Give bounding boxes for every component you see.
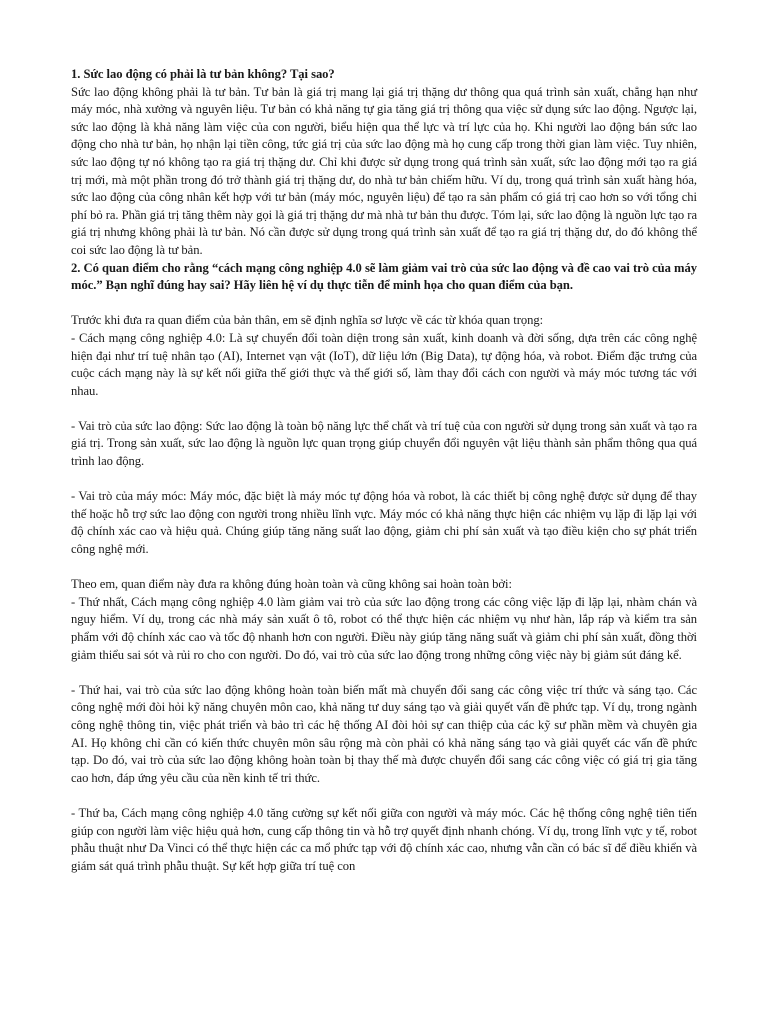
question-2-intro: Trước khi đưa ra quan điểm của bản thân, em sẽ định nghĩa sơ lược về các từ khóa quan trọng: <box>71 313 544 328</box>
argument-point-2: - Thứ hai, vai trò của sức lao động không hoàn toàn biến mất mà chuyển đổi sang các công việc trí thức và sáng tạo. Các công nghệ mới đòi hỏi kỹ năng chuyên môn cao, khả năng tư duy sáng tạo và giải quyết vấn đề phức tạp. Ví dụ, trong ngành công nghệ thông tin, việc phát triển và bảo trì các hệ thống AI đòi hỏi sự can thiệp của các kỹ sư phần mềm và chuyên gia AI. Họ không chỉ cần có kiến thức chuyên môn sâu rộng mà còn phải có khả năng sáng tạo và giải quyết các vấn đề phức tạp. Do đó, vai trò của sức lao động không hoàn toàn bị thay thế mà được chuyển đổi sang các công việc có giá trị gia tăng cao hơn, đáp ứng yêu cầu của nền kinh tế tri thức. <box>71 682 697 785</box>
question-2-heading: 2. Có quan điểm cho rằng “cách mạng công nghiệp 4.0 sẽ làm giảm vai trò của sức lao động và đề cao vai trò của máy móc.” Bạn nghĩ đúng hay sai? Hãy liên hệ ví dụ thực tiễn để minh họa cho quan điểm của bạn. <box>71 260 697 293</box>
opinion-intro: Theo em, quan điểm này đưa ra không đúng hoàn toàn và cũng không sai hoàn toàn bởi: <box>71 577 512 592</box>
definition-labor-role: - Vai trò của sức lao động: Sức lao động là toàn bộ năng lực thể chất và trí tuệ của con người sử dụng trong sản xuất và tạo ra giá trị. Trong sản xuất, sức lao động là nguồn lực quan trọng giúp chuyển đổi nguyên vật liệu thành sản phẩm thông qua quá trình lao động. <box>71 418 697 469</box>
question-1-answer: Sức lao động không phải là tư bản. Tư bản là giá trị mang lại giá trị thặng dư thông qua quá trình sản xuất, chẳng hạn như máy móc, nhà xưởng và nguyên liệu. Tư bản có khả năng tự gia tăng giá trị thông qua việc sử dụng sức lao động. Ngược lại, sức lao động là khả năng làm việc của con người, biểu hiện qua thể lực và trí lực của họ. Khi người lao động bán sức lao động cho nhà tư bản, họ nhận lại tiền công, tức giá trị của sức lao động mà họ cung cấp trong thời gian làm việc. Tuy nhiên, sức lao động tự nó không tạo ra giá trị thặng dư. Chỉ khi được sử dụng trong quá trình sản xuất, sức lao động mới tạo ra giá trị mới, mà một phần trong đó trở thành giá trị thặng dư, do nhà tư bản chiếm hữu. Ví dụ, trong quá trình sản xuất hàng hóa, sức lao động của công nhân kết hợp với tư bản (máy móc, nguyên liệu) để tạo ra sản phẩm có giá trị cao hơn so với tổng chi phí bỏ ra. Phần giá trị tăng thêm này gọi là giá trị thặng dư mà nhà tư bản thu được. Tóm lại, sức lao động là nguồn lực tạo ra giá trị nhưng không phải là tư bản. Nó cần được sử dụng trong quá trình sản xuất để tạo ra giá trị thặng dư, do đó không thể coi sức lao động là tư bản. <box>71 84 697 257</box>
argument-point-1: - Thứ nhất, Cách mạng công nghiệp 4.0 làm giảm vai trò của sức lao động trong các công việc lặp đi lặp lại, nhàm chán và nguy hiểm. Ví dụ, trong các nhà máy sản xuất ô tô, robot có thể thực hiện các nhiệm vụ như hàn, lắp ráp và kiểm tra sản phẩm với độ chính xác cao và tốc độ nhanh hơn con người. Điều này giúp tăng năng suất và giảm chi phí sản xuất, đồng thời giảm thiểu sai sót và rủi ro cho con người. Do đó, vai trò của sức lao động trong những công việc này bị giảm sút đáng kể. <box>71 594 697 662</box>
argument-point-3: - Thứ ba, Cách mạng công nghiệp 4.0 tăng cường sự kết nối giữa con người và máy móc. Các hệ thống công nghệ tiên tiến giúp con người làm việc hiệu quả hơn, cung cấp thông tin và hỗ trợ quyết định nhanh chóng. Ví dụ, trong lĩnh vực y tế, robot phẫu thuật như Da Vinci có thể thực hiện các ca mổ phức tạp với độ chính xác cao, nhưng vẫn cần có bác sĩ để điều khiển và giám sát quá trình phẫu thuật. Sự kết hợp giữa trí tuệ con <box>71 805 697 873</box>
document-page <box>71 66 697 875</box>
question-1-heading: 1. Sức lao động có phải là tư bản không? Tại sao? <box>71 67 335 81</box>
definition-machine-role: - Vai trò của máy móc: Máy móc, đặc biệt là máy móc tự động hóa và robot, là các thiết bị công nghệ được sử dụng để thay thế hoặc hỗ trợ sức lao động con người trong nhiều lĩnh vực. Máy móc có khả năng thực hiện các nhiệm vụ lặp đi lặp lại với độ chính xác cao và hiệu quả. Chúng giúp tăng năng suất lao động, giảm chi phí sản xuất và tạo điều kiện cho sự phát triển công nghệ mới. <box>71 489 697 557</box>
definition-industry-4-0: - Cách mạng công nghiệp 4.0: Là sự chuyển đổi toàn diện trong sản xuất, kinh doanh và đời sống, dựa trên các công nghệ hiện đại như trí tuệ nhân tạo (AI), Internet vạn vật (IoT), dữ liệu lớn (Big Data), tự động hóa, và robot. Điểm đặc trưng của cuộc cách mạng này là sự kết nối giữa thế giới thực và thế giới số, làm thay đổi cách con người và máy móc tương tác với nhau. <box>71 330 697 398</box>
